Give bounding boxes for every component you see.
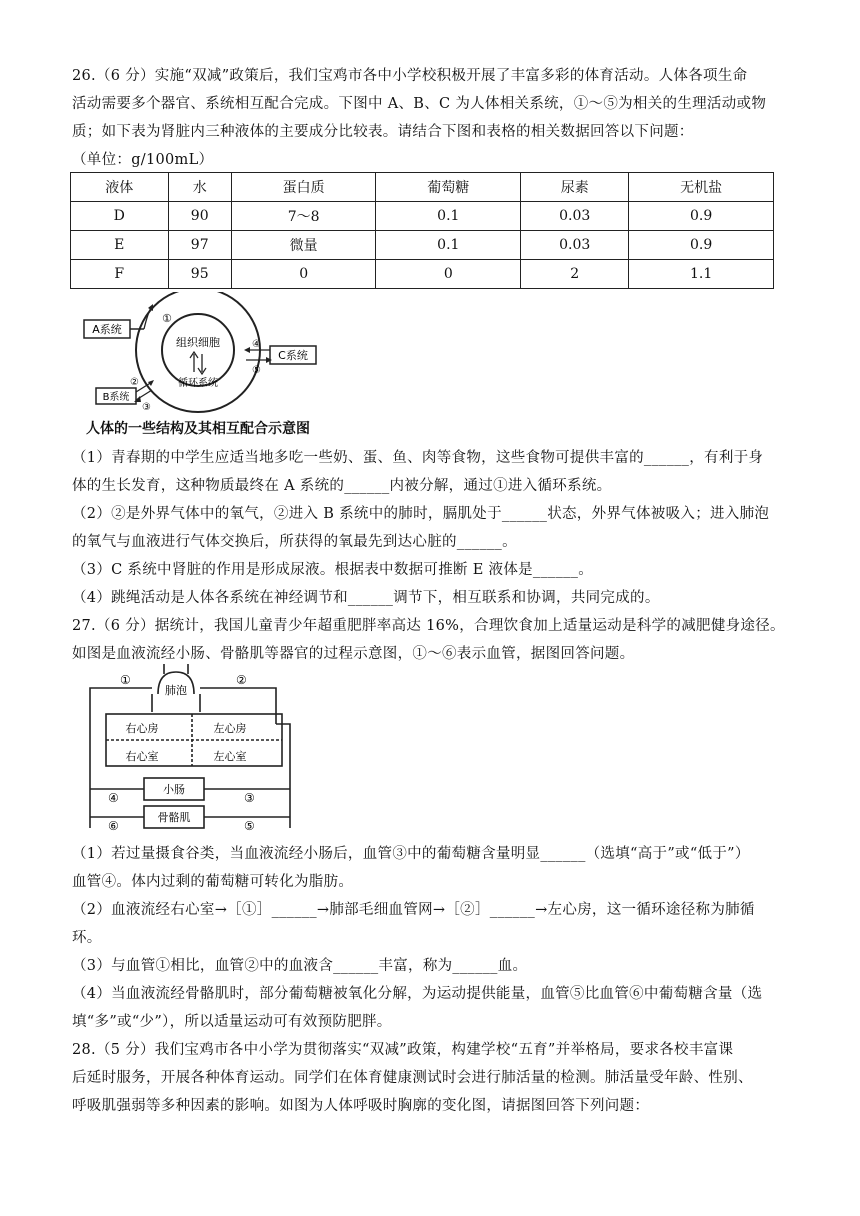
q27-sub4-line2: 填“多”或“少”），所以适量运动可有效预防肥胖。 [72, 1014, 392, 1030]
q27-stem-line1: 27.（6 分）据统计，我国儿童青少年超重肥胖率高达 16%，合理饮食加上适量运动是科学的减肥健身途径。 [72, 618, 785, 634]
figure-caption: 人体的一些结构及其相互配合示意图 [86, 421, 310, 437]
q27-sub1-line1: （1）若过量摄食谷类，当血液流经小肠后，血管③中的葡萄糖含量明显______（选填“高于”或“低于”） [72, 846, 750, 862]
table-cell: 1.1 [629, 260, 774, 289]
circulation-ring [136, 292, 260, 412]
circulation-system-label: 循环系统 [178, 378, 218, 389]
label-n4: ④ [108, 791, 119, 805]
table-cell: 7～8 [231, 202, 376, 231]
label-n1: ① [162, 312, 172, 325]
label-n2: ② [236, 673, 247, 687]
table-header-row [71, 173, 774, 202]
q27-sub4-line1: （4）当血液流经骨骼肌时，部分葡萄糖被氧化分解，为运动提供能量，血管⑤比血管⑥中葡萄糖含量（选 [72, 986, 763, 1002]
q26-table-unit: （单位：g/100mL） [72, 152, 214, 168]
label-n4: ④ [252, 339, 261, 350]
q27-sub2-line1: （2）血液流经右心室→［①］______→肺部毛细血管网→［②］______→左心房，这一循环途径称为肺循 [72, 902, 755, 918]
skeletal-muscle-label: 骨骼肌 [157, 811, 191, 824]
table-header: 尿素 [521, 173, 629, 202]
q26-sub2-line1: （2）②是外界气体中的氧气，②进入 B 系统中的肺时，膈肌处于______状态，外界气体被吸入；进入肺泡 [72, 506, 770, 522]
q26-sub1-line2: 体的生长发育，这种物质最终在 A 系统的______内被分解，通过①进入循环系统。 [72, 478, 612, 494]
label-n1: ① [120, 673, 131, 687]
table-cell: 0 [376, 260, 521, 289]
blood-circulation-diagram [80, 664, 300, 836]
table-row [71, 231, 774, 260]
q26-sub3: （3）C 系统中肾脏的作用是形成尿液。根据表中数据可推断 E 液体是______。 [72, 562, 594, 578]
label-n5: ⑤ [252, 365, 261, 376]
table-cell: 2 [521, 260, 629, 289]
q27-sub2-line2: 环。 [72, 930, 102, 946]
alveolus-label: 肺泡 [165, 684, 187, 697]
table-cell: 微量 [231, 231, 376, 260]
q28-stem-line2: 后延时服务，开展各种体育运动。同学们在体育健康测试时会进行肺活量的检测。肺活量受年龄、性别、 [72, 1070, 753, 1086]
q26-stem-line2: 活动需要多个器官、系统相互配合完成。下图中 A、B、C 为人体相关系统，①～⑤为相关的生理活动或物 [72, 96, 767, 112]
left-ventricle-label: 左心室 [213, 750, 247, 763]
tissue-circle [162, 314, 234, 386]
label-n3: ③ [142, 402, 151, 413]
q28-stem-line1: 28.（5 分）我们宝鸡市各中小学为贯彻落实“双减”政策，构建学校“五育”并举格局，要求各校丰富课 [72, 1042, 734, 1058]
q26-sub1-line1: （1）青春期的中学生应适当地多吃一些奶、蛋、鱼、肉等食物，这些食物可提供丰富的______，有利于身 [72, 450, 764, 466]
table-cell: D [71, 202, 169, 231]
tissue-cell-label: 组织细胞 [176, 336, 220, 349]
q27-sub1-line2: 血管④。体内过剩的葡萄糖可转化为脂肪。 [72, 874, 354, 890]
table-header: 无机盐 [629, 173, 774, 202]
right-atrium-label: 右心房 [125, 722, 159, 735]
right-ventricle-label: 右心室 [125, 750, 159, 763]
kidney-fluid-table [70, 172, 774, 289]
table-cell: 0.9 [629, 202, 774, 231]
table-header: 葡萄糖 [376, 173, 521, 202]
table-row [71, 260, 774, 289]
label-n6: ⑥ [108, 819, 119, 833]
table-cell: 0.1 [376, 202, 521, 231]
q27-stem-line2: 如图是血液流经小肠、骨骼肌等器官的过程示意图，①～⑥表示血管，据图回答问题。 [72, 646, 635, 662]
table-cell: 0 [231, 260, 376, 289]
table-cell: F [71, 260, 169, 289]
a-system-label: A系统 [92, 323, 122, 336]
table-cell: E [71, 231, 169, 260]
q26-sub2-line2: 的氧气与血液进行气体交换后，所获得的氧最先到达心脏的______。 [72, 534, 517, 550]
table-cell: 97 [168, 231, 231, 260]
q27-sub3: （3）与血管①相比，血管②中的血液含______丰富，称为______血。 [72, 958, 528, 974]
table-cell: 0.03 [521, 231, 629, 260]
left-atrium-label: 左心房 [213, 722, 247, 735]
table-header: 水 [168, 173, 231, 202]
q26-stem-line1: 26.（6 分）实施“双减”政策后，我们宝鸡市各中小学校积极开展了丰富多彩的体育活动。人体各项生命 [72, 68, 748, 84]
b-system-label: B系统 [102, 392, 130, 403]
table-cell: 95 [168, 260, 231, 289]
q26-stem-line3: 质；如下表为肾脏内三种液体的主要成分比较表。请结合下图和表格的相关数据回答以下问题： [72, 124, 694, 140]
table-cell: 0.9 [629, 231, 774, 260]
label-n2: ② [130, 377, 139, 388]
table-header: 液体 [71, 173, 169, 202]
table-cell: 0.1 [376, 231, 521, 260]
table-header: 蛋白质 [231, 173, 376, 202]
label-n5: ⑤ [244, 819, 255, 833]
small-intestine-label: 小肠 [163, 783, 185, 796]
body-systems-diagram [80, 292, 340, 416]
q28-stem-line3: 呼吸肌强弱等多种因素的影响。如图为人体呼吸时胸廓的变化图，请据图回答下列问题： [72, 1098, 650, 1114]
table-row [71, 202, 774, 231]
q26-sub4: （4）跳绳活动是人体各系统在神经调节和______调节下，相互联系和协调，共同完成的。 [72, 590, 660, 606]
c-system-label: C系统 [278, 349, 308, 362]
table-cell: 90 [168, 202, 231, 231]
table-cell: 0.03 [521, 202, 629, 231]
label-n3: ③ [244, 791, 255, 805]
